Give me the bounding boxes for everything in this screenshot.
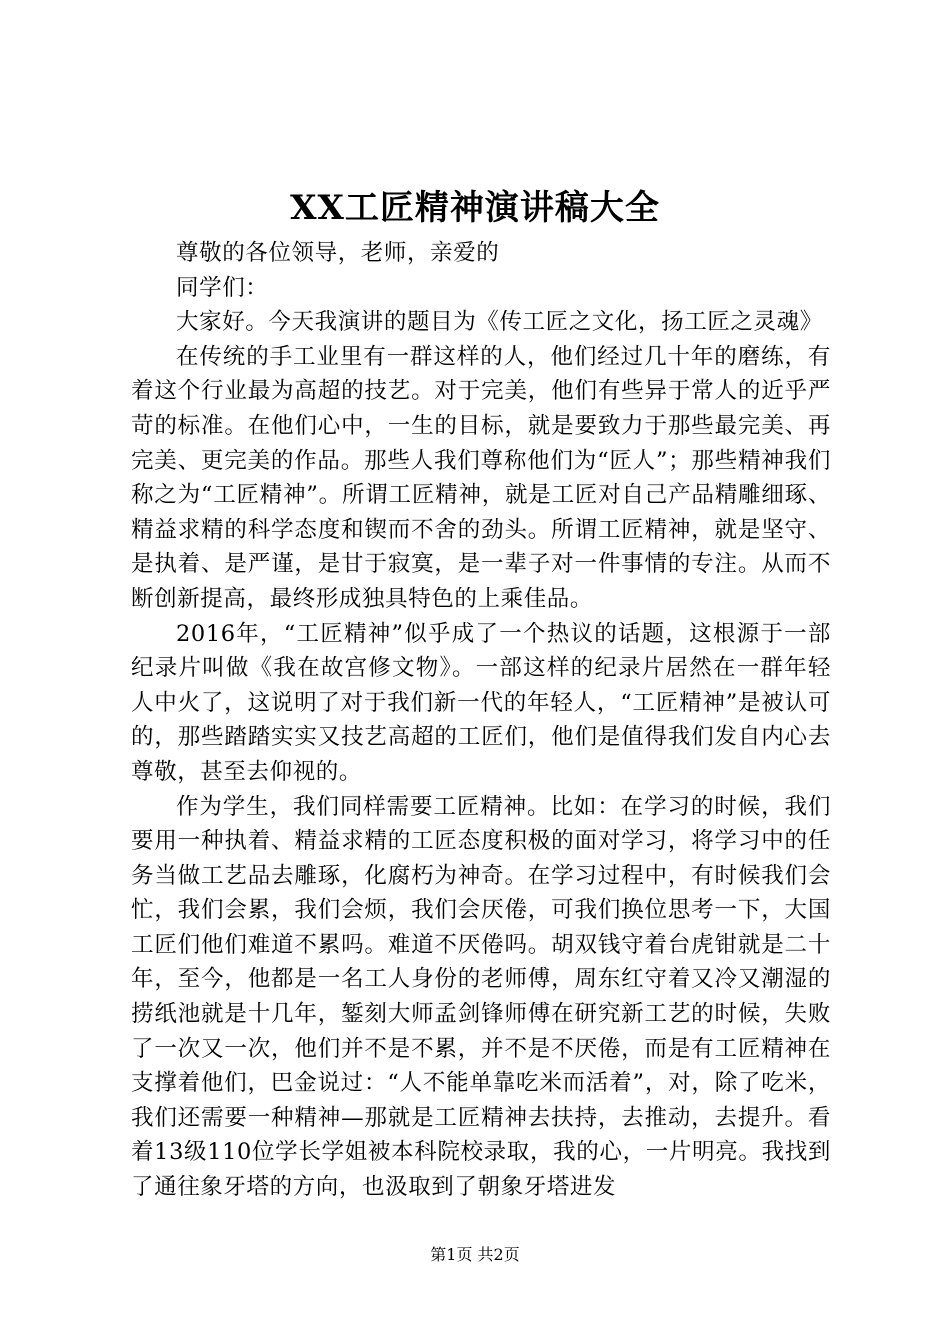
paragraph: 作为学生，我们同样需要工匠精神。比如：在学习的时候，我们要用一种执着、精益求精的工匠态度积极的面对学习，将学习中的任务当做工艺品去雕琢，化腐朽为神奇。在学习过程中，有时候我们会忙，我们会累，我们会烦，我们会厌倦，可我们换位思考一下，大国工匠们他们难道不累吗。难道不厌倦吗。胡双钱守着台虎钳就是二十年，至今，他都是一名工人身份的老师傅，周东红守着又冷又潮湿的捞纸池就是十几年，錾刻大师孟剑锋师傅在研究新工艺的时候，失败了一次又一次，他们并不是不累，并不是不厌倦，而是有工匠精神在支撑着他们，巴金说过：“人不能单靠吃米而活着”，对，除了吃米，我们还需要一种精神—那就是工匠精神去扶持，去推动，去提升。看着13级110位学长学姐被本科院校录取，我的心，一片明亮。我找到了通往象牙塔的方向，也汲取到了朝象牙塔进发 xyxy=(131,793,831,1201)
document-body xyxy=(131,236,831,1205)
paragraph: 在传统的手工业里有一群这样的人，他们经过几十年的磨练，有着这个行业最为高超的技艺。对于完美，他们有些异于常人的近乎严苛的标准。在他们心中，一生的目标，就是要致力于那些最完美、再完美、更完美的作品。那些人我们尊称他们为“匠人”；那些精神我们称之为“工匠精神”。所谓工匠精神，就是工匠对自己产品精雕细琢、精益求精的科学态度和锲而不舍的劲头。所谓工匠精神，就是坚守、是执着、是严谨，是甘于寂寞，是一辈子对一件事情的专注。从而不断创新提高，最终形成独具特色的上乘佳品。 xyxy=(131,343,831,612)
page-number: 第1页 共2页 xyxy=(430,1245,520,1264)
paragraph-intro: 大家好。今天我演讲的题目为《传工匠之文化，扬工匠之灵魂》 xyxy=(176,309,823,336)
paragraph-greeting: 尊敬的各位领导，老师，亲爱的 xyxy=(176,240,500,266)
paragraph-greeting-cont: 同学们： xyxy=(176,274,269,301)
paragraph: 2016年，“工匠精神”似乎成了一个热议的话题，这根源于一部纪录片叫做《我在故宫修文物》。一部这样的纪录片居然在一群年轻人中火了，这说明了对于我们新一代的年轻人，“工匠精神”是被认可的，那些踏踏实实又技艺高超的工匠们，他们是值得我们发自内心去尊敬，甚至去仰视的。 xyxy=(131,620,831,785)
document-title: XX工匠精神演讲稿大全 xyxy=(290,188,660,228)
